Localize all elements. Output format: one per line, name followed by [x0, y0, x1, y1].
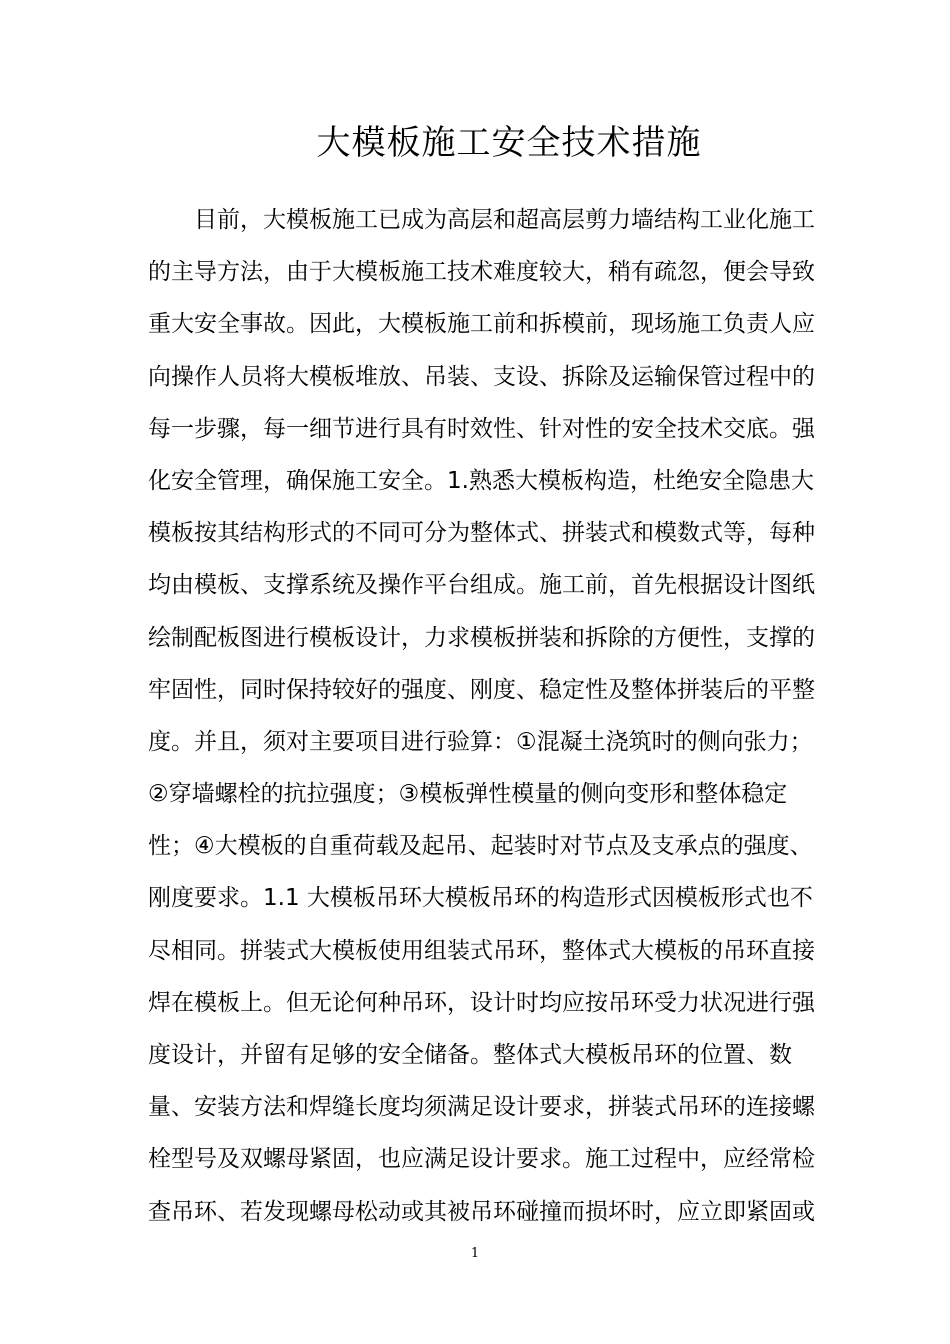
text-line: 度。并且，须对主要项目进行验算：①混凝土浇筑时的侧向张力；	[148, 728, 813, 755]
text-line: 绘制配板图进行模板设计，力求模板拼装和拆除的方便性，支撑的	[148, 624, 815, 651]
page-number: 1	[470, 1246, 480, 1261]
text-line: 均由模板、支撑系统及操作平台组成。施工前，首先根据设计图纸	[148, 572, 815, 599]
text-line: 刚度要求。1.1 大模板吊环大模板吊环的构造形式因模板形式也不	[148, 885, 813, 912]
text-line: 栓型号及双螺母紧固，也应满足设计要求。施工过程中，应经常检	[148, 1146, 815, 1173]
text-line: ②穿墙螺栓的抗拉强度；③模板弹性模量的侧向变形和整体稳定	[148, 781, 788, 808]
text-line: 查吊环、若发现螺母松动或其被吊环碰撞而损坏时，应立即紧固或	[148, 1198, 815, 1225]
text-line: 牢固性，同时保持较好的强度、刚度、稳定性及整体拼装后的平整	[148, 676, 815, 703]
text-line: 度设计，并留有足够的安全储备。整体式大模板吊环的位置、数	[148, 1042, 792, 1068]
text-line: 化安全管理，确保施工安全。1.熟悉大模板构造，杜绝安全隐患大	[148, 467, 814, 494]
text-line: 重大安全事故。因此，大模板施工前和拆模前，现场施工负责人应	[148, 311, 815, 338]
text-line: 性；④大模板的自重荷载及起吊、起装时对节点及支承点的强度、	[148, 833, 813, 860]
text-line: 的主导方法，由于大模板施工技术难度较大，稍有疏忽，便会导致	[148, 259, 815, 286]
text-line: 焊在模板上。但无论何种吊环，设计时均应按吊环受力状况进行强	[148, 989, 815, 1016]
text-line: 模板按其结构形式的不同可分为整体式、拼装式和模数式等，每种	[148, 520, 815, 547]
text-line: 目前，大模板施工已成为高层和超高层剪力墙结构工业化施工	[194, 207, 815, 233]
body-text	[148, 194, 815, 1238]
text-line: 量、安装方法和焊缝长度均须满足设计要求，拼装式吊环的连接螺	[148, 1094, 815, 1121]
text-line: 向操作人员将大模板堆放、吊装、支设、拆除及运输保管过程中的	[148, 363, 815, 390]
document-title: 大模板施工安全技术措施	[316, 123, 702, 163]
text-line: 每一步骤，每一细节进行具有时效性、针对性的安全技术交底。强	[148, 415, 815, 442]
text-line: 尽相同。拼装式大模板使用组装式吊环，整体式大模板的吊环直接	[148, 937, 815, 964]
